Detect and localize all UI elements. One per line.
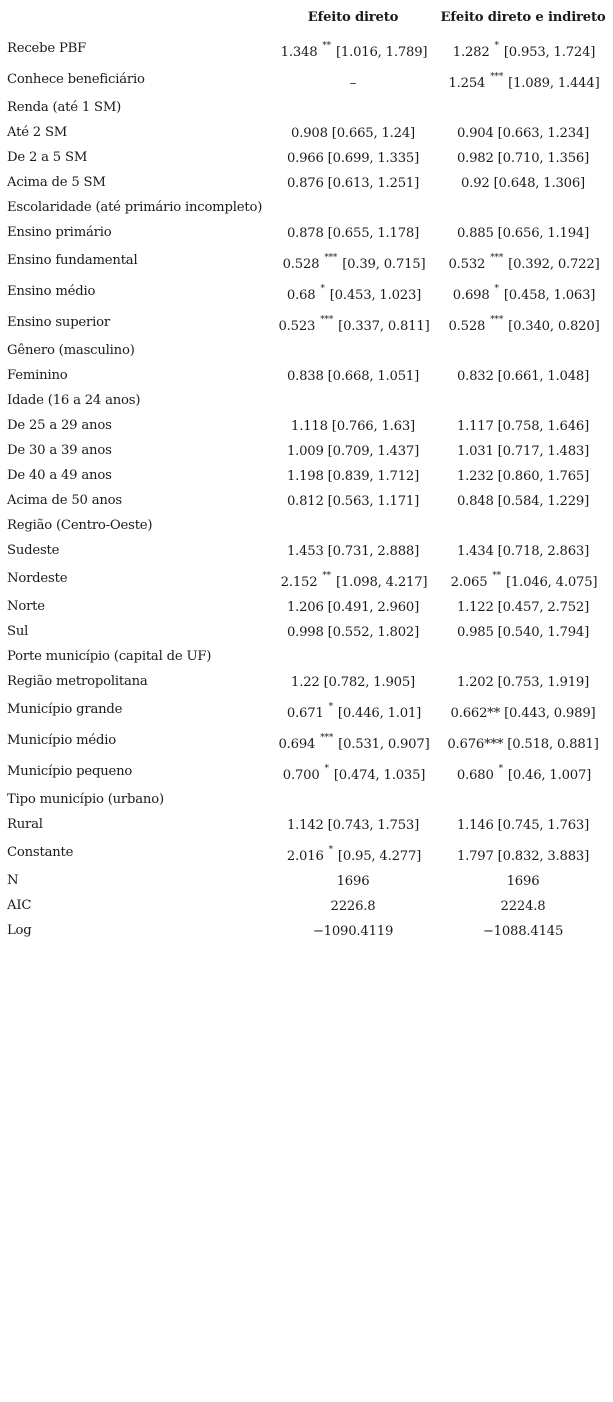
direct-effect-cell-significance [419, 596, 421, 606]
direct-effect-cell-significance: ** [322, 571, 331, 581]
direct-indirect-effect-cell [448, 315, 600, 334]
row-label: Região (Centro-Oeste) [7, 518, 153, 533]
direct-indirect-effect-cell [507, 874, 542, 889]
direct-effect-cell-significance [353, 340, 355, 350]
table-row [0, 595, 613, 620]
header-direct-effect: Efeito direto [307, 10, 399, 25]
direct-indirect-effect-cell-significance [589, 415, 591, 425]
direct-effect-cell-significance: *** [324, 253, 338, 263]
row-label: Ensino superior [7, 315, 111, 330]
direct-indirect-effect-cell-significance: ** [492, 571, 501, 581]
direct-indirect-effect-cell-significance [589, 814, 591, 824]
table-row [0, 869, 613, 894]
row-label: De 30 a 39 anos [7, 443, 112, 458]
direct-effect-cell [353, 101, 355, 116]
direct-indirect-effect-cell [523, 201, 525, 216]
direct-indirect-effect-cell-value: 0.662** [0.443, 0.989] [450, 706, 596, 721]
direct-indirect-effect-cell-value: 2.065 [450, 575, 492, 590]
header-direct-indirect-effect: Efeito direto e indireto [440, 10, 606, 25]
direct-effect-cell-significance [353, 197, 355, 207]
direct-effect-cell-significance [419, 540, 421, 550]
direct-indirect-effect-cell-interval: [0.953, 1.724] [499, 45, 596, 60]
direct-effect-cell [291, 126, 417, 141]
direct-indirect-effect-cell-interval: [0.458, 1.063] [499, 288, 596, 303]
direct-indirect-effect-cell-value: 0.680 [456, 768, 498, 783]
direct-effect-cell-interval: [0.531, 0.907] [334, 737, 430, 752]
direct-effect-cell [353, 201, 355, 216]
row-label: De 40 a 49 anos [7, 468, 112, 483]
direct-indirect-effect-cell [457, 494, 591, 509]
direct-indirect-effect-cell-significance [589, 222, 591, 232]
direct-indirect-effect-cell [523, 394, 525, 409]
direct-indirect-effect-cell [457, 625, 591, 640]
row-label: Conhece beneficiário [7, 72, 145, 87]
direct-effect-cell [337, 874, 372, 889]
direct-effect-cell-significance: ** [322, 41, 331, 51]
row-label: Recebe PBF [7, 41, 87, 56]
direct-effect-cell-value: 1.198 [0.839, 1.712] [286, 469, 420, 484]
direct-effect-cell [287, 494, 421, 509]
direct-indirect-effect-cell-value: 1.797 [0.832, 3.883] [456, 849, 590, 864]
direct-effect-cell-significance [419, 465, 421, 475]
row-label: Idade (16 a 24 anos) [7, 393, 141, 408]
direct-effect-cell-value: 1.142 [0.743, 1.753] [286, 818, 420, 833]
direct-indirect-effect-cell-value: 0.985 [0.540, 1.794] [456, 625, 590, 640]
table-body [0, 34, 613, 944]
direct-effect-cell-value: 1.009 [0.709, 1.437] [286, 444, 420, 459]
direct-indirect-effect-cell [501, 899, 548, 914]
direct-indirect-effect-cell-value: 0.982 [0.710, 1.356] [456, 151, 590, 166]
direct-effect-cell-value: 0.68 [286, 288, 320, 303]
direct-indirect-effect-cell-interval: [1.046, 4.075] [501, 575, 598, 590]
table-row [0, 919, 613, 944]
direct-indirect-effect-cell-significance [589, 596, 591, 606]
direct-indirect-effect-cell-significance [539, 870, 541, 880]
direct-indirect-effect-cell-significance: * [494, 41, 499, 51]
direct-indirect-effect-cell [448, 253, 600, 272]
direct-effect-cell-significance [419, 440, 421, 450]
direct-indirect-effect-cell-value: 1696 [506, 874, 540, 889]
table-row [0, 96, 613, 121]
direct-indirect-effect-cell-significance: *** [490, 315, 504, 325]
direct-indirect-effect-cell-value: 0.848 [0.584, 1.229] [456, 494, 590, 509]
direct-effect-cell-significance: * [324, 764, 329, 774]
direct-indirect-effect-cell [457, 818, 591, 833]
row-label: Tipo município (urbano) [7, 792, 164, 807]
table-row [0, 414, 613, 439]
direct-effect-cell-significance [353, 390, 355, 400]
direct-indirect-effect-cell [523, 793, 525, 808]
direct-indirect-effect-cell [457, 226, 591, 241]
table-row [0, 171, 613, 196]
row-label: Acima de 50 anos [7, 493, 122, 508]
direct-effect-cell-value: 1696 [336, 874, 370, 889]
table-row [0, 670, 613, 695]
direct-effect-cell [286, 702, 422, 721]
direct-indirect-effect-cell-interval: [0.46, 1.007] [503, 768, 592, 783]
direct-indirect-effect-cell-value: 0.676*** [0.518, 0.881] [447, 737, 599, 752]
direct-effect-cell [287, 444, 421, 459]
direct-indirect-effect-cell-value: 0.532 [448, 257, 490, 272]
direct-indirect-effect-cell-value: 1.232 [0.860, 1.765] [456, 469, 590, 484]
table-row [0, 813, 613, 838]
direct-effect-cell [286, 845, 422, 864]
row-label: Feminino [7, 368, 68, 383]
direct-indirect-effect-cell [523, 101, 525, 116]
table-row [0, 757, 613, 788]
direct-effect-cell-significance [419, 814, 421, 824]
direct-effect-cell-value: 2.152 [280, 575, 322, 590]
direct-indirect-effect-cell-significance [523, 390, 525, 400]
direct-effect-cell-significance [393, 920, 395, 930]
direct-effect-cell-interval: [0.453, 1.023] [325, 288, 422, 303]
direct-indirect-effect-cell-value: 1.254 [448, 76, 490, 91]
direct-effect-cell-interval: [0.474, 1.035] [329, 768, 426, 783]
direct-effect-cell-value: 0.523 [278, 319, 320, 334]
direct-effect-cell [282, 253, 426, 272]
table-row [0, 339, 613, 364]
row-label: Norte [7, 599, 45, 614]
direct-effect-cell [353, 519, 355, 534]
row-label: AIC [7, 898, 32, 913]
direct-indirect-effect-cell-value: 0.832 [0.661, 1.048] [456, 369, 590, 384]
direct-effect-cell [287, 369, 421, 384]
direct-effect-cell-value: 0.694 [278, 737, 320, 752]
direct-effect-cell-interval: [0.337, 0.811] [334, 319, 430, 334]
direct-indirect-effect-cell-value: 0.885 [0.656, 1.194] [456, 226, 590, 241]
direct-effect-cell [287, 469, 421, 484]
direct-indirect-effect-cell [523, 344, 525, 359]
table-row [0, 788, 613, 813]
direct-effect-cell [353, 344, 355, 359]
direct-indirect-effect-cell [457, 544, 591, 559]
direct-indirect-effect-cell-value: 0.698 [452, 288, 494, 303]
direct-effect-cell [287, 625, 421, 640]
direct-indirect-effect-cell-significance [589, 147, 591, 157]
direct-effect-cell-significance [419, 490, 421, 500]
direct-effect-cell [287, 818, 421, 833]
direct-effect-cell [350, 76, 358, 91]
direct-effect-cell [287, 226, 421, 241]
direct-effect-cell-value: 0.966 [0.699, 1.335] [286, 151, 420, 166]
direct-indirect-effect-cell-value: 0.92 [0.648, 1.306] [461, 176, 585, 191]
row-label: Log [7, 923, 32, 938]
row-label: De 25 a 29 anos [7, 418, 112, 433]
direct-effect-cell-value: 0.908 [0.665, 1.24] [291, 126, 415, 141]
row-label: Gênero (masculino) [7, 343, 135, 358]
direct-effect-cell [287, 544, 421, 559]
direct-indirect-effect-cell-value: 1.202 [0.753, 1.919] [456, 675, 590, 690]
direct-indirect-effect-cell [457, 849, 591, 864]
direct-effect-cell [331, 899, 378, 914]
direct-effect-cell [280, 571, 428, 590]
direct-effect-cell [313, 924, 395, 939]
table-row [0, 620, 613, 645]
direct-indirect-effect-cell [523, 650, 525, 665]
direct-effect-cell-value: – [349, 76, 357, 91]
direct-indirect-effect-cell-value: 1.117 [0.758, 1.646] [456, 419, 590, 434]
direct-indirect-effect-cell [457, 126, 591, 141]
direct-indirect-effect-cell [523, 519, 525, 534]
row-label: Sul [7, 624, 29, 639]
table-row [0, 645, 613, 670]
direct-indirect-effect-cell-significance [589, 621, 591, 631]
table-row [0, 726, 613, 757]
direct-indirect-effect-cell-significance [595, 702, 597, 712]
direct-indirect-effect-cell-interval: [1.089, 1.444] [504, 76, 600, 91]
direct-indirect-effect-cell-value: 1.282 [452, 45, 494, 60]
direct-effect-cell-significance [415, 122, 417, 132]
direct-indirect-effect-cell [456, 764, 592, 783]
direct-effect-cell-value: 1.453 [0.731, 2.888] [286, 544, 420, 559]
row-label: Constante [7, 845, 74, 860]
table-row [0, 464, 613, 489]
direct-effect-cell [353, 650, 355, 665]
direct-indirect-effect-cell-significance [523, 97, 525, 107]
direct-effect-cell [287, 176, 421, 191]
direct-indirect-effect-cell-interval: [0.340, 0.820] [504, 319, 600, 334]
direct-effect-cell-value: 1.348 [280, 45, 322, 60]
direct-indirect-effect-cell-significance [589, 122, 591, 132]
table-row [0, 389, 613, 414]
direct-effect-cell-significance [353, 646, 355, 656]
direct-indirect-effect-cell-value: 2224.8 [500, 899, 546, 914]
direct-indirect-effect-cell-significance [589, 540, 591, 550]
direct-indirect-effect-cell-interval: [0.392, 0.722] [504, 257, 600, 272]
direct-indirect-effect-cell [457, 444, 591, 459]
direct-indirect-effect-cell [452, 41, 596, 60]
direct-indirect-effect-cell-significance: *** [490, 72, 504, 82]
direct-effect-cell-interval: [0.95, 4.277] [333, 849, 422, 864]
direct-effect-cell-significance [369, 870, 371, 880]
direct-effect-cell-significance: *** [320, 315, 334, 325]
direct-effect-cell [278, 315, 430, 334]
direct-effect-cell-interval: [1.016, 1.789] [331, 45, 428, 60]
direct-indirect-effect-cell [452, 284, 596, 303]
direct-indirect-effect-cell-significance: * [498, 764, 503, 774]
direct-indirect-effect-cell-value: 1.031 [0.717, 1.483] [456, 444, 590, 459]
row-label: Município grande [7, 702, 123, 717]
table-row [0, 146, 613, 171]
table-row [0, 439, 613, 464]
direct-indirect-effect-cell-value: 1.122 [0.457, 2.752] [456, 600, 590, 615]
direct-effect-cell-significance: * [328, 702, 333, 712]
direct-indirect-effect-cell-significance [589, 365, 591, 375]
row-label: Renda (até 1 SM) [7, 100, 122, 115]
direct-indirect-effect-cell [483, 924, 565, 939]
direct-indirect-effect-cell [461, 176, 587, 191]
direct-indirect-effect-cell-significance: * [494, 284, 499, 294]
direct-indirect-effect-cell-significance [523, 646, 525, 656]
direct-effect-cell [282, 764, 426, 783]
direct-effect-cell-value: 1.22 [0.782, 1.905] [291, 675, 415, 690]
direct-effect-cell-value: 1.118 [0.766, 1.63] [291, 419, 415, 434]
direct-effect-cell-significance [419, 147, 421, 157]
row-label: Nordeste [7, 571, 68, 586]
direct-indirect-effect-cell-value: 0.528 [448, 319, 490, 334]
direct-indirect-effect-cell-significance [523, 340, 525, 350]
direct-effect-cell-value: 2226.8 [330, 899, 376, 914]
direct-indirect-effect-cell-significance [545, 895, 547, 905]
direct-effect-cell [287, 151, 421, 166]
direct-effect-cell-significance: *** [320, 733, 334, 743]
direct-effect-cell-significance [353, 515, 355, 525]
direct-effect-cell-significance [419, 222, 421, 232]
row-label: Município pequeno [7, 764, 133, 779]
direct-effect-cell-significance [419, 172, 421, 182]
direct-indirect-effect-cell-significance [599, 733, 601, 743]
direct-indirect-effect-cell [448, 72, 600, 91]
table-row [0, 121, 613, 146]
row-label: Ensino médio [7, 284, 96, 299]
direct-effect-cell-significance: * [328, 845, 333, 855]
direct-effect-cell [353, 394, 355, 409]
direct-indirect-effect-cell [451, 706, 598, 721]
direct-indirect-effect-cell [450, 571, 598, 590]
table-header [0, 0, 613, 34]
table-row [0, 196, 613, 221]
row-label: Até 2 SM [7, 125, 68, 140]
table-row [0, 695, 613, 726]
direct-effect-cell [291, 675, 417, 690]
direct-effect-cell-significance [353, 97, 355, 107]
direct-effect-cell [286, 284, 422, 303]
direct-effect-cell-value: −1090.4119 [312, 924, 394, 939]
direct-indirect-effect-cell [457, 151, 591, 166]
row-label: Escolaridade (até primário incompleto) [7, 200, 263, 215]
row-label: Ensino fundamental [7, 253, 138, 268]
direct-effect-cell-interval: [1.098, 4.217] [331, 575, 428, 590]
direct-effect-cell-value: 0.700 [282, 768, 324, 783]
direct-effect-cell-value: 0.812 [0.563, 1.171] [286, 494, 420, 509]
direct-indirect-effect-cell-value: −1088.4145 [482, 924, 564, 939]
direct-indirect-effect-cell-significance [589, 465, 591, 475]
row-label: Acima de 5 SM [7, 175, 106, 190]
direct-effect-cell-significance [419, 621, 421, 631]
table-row [0, 277, 613, 308]
row-label: Região metropolitana [7, 674, 148, 689]
direct-indirect-effect-cell [457, 369, 591, 384]
direct-indirect-effect-cell-significance [589, 845, 591, 855]
direct-indirect-effect-cell-significance [589, 490, 591, 500]
direct-effect-cell-value: 0.878 [0.655, 1.178] [286, 226, 420, 241]
direct-indirect-effect-cell [447, 737, 600, 752]
direct-indirect-effect-cell-significance [523, 789, 525, 799]
direct-effect-cell [278, 733, 430, 752]
direct-indirect-effect-cell-significance [523, 515, 525, 525]
table-row [0, 246, 613, 277]
direct-effect-cell [353, 793, 355, 808]
table-row [0, 489, 613, 514]
direct-effect-cell-significance [419, 365, 421, 375]
row-label: De 2 a 5 SM [7, 150, 88, 165]
table-row [0, 221, 613, 246]
row-label: Porte município (capital de UF) [7, 649, 212, 664]
row-label: Ensino primário [7, 225, 112, 240]
direct-indirect-effect-cell-significance [563, 920, 565, 930]
table-row [0, 564, 613, 595]
direct-indirect-effect-cell-significance: *** [490, 253, 504, 263]
table-row [0, 539, 613, 564]
direct-effect-cell-value: 1.206 [0.491, 2.960] [286, 600, 420, 615]
direct-effect-cell-significance [375, 895, 377, 905]
direct-indirect-effect-cell [457, 419, 591, 434]
direct-indirect-effect-cell-value: 1.434 [0.718, 2.863] [456, 544, 590, 559]
row-label: Município médio [7, 733, 117, 748]
direct-effect-cell [287, 600, 421, 615]
table-row [0, 514, 613, 539]
direct-indirect-effect-cell [457, 675, 591, 690]
direct-effect-cell-interval: [0.39, 0.715] [338, 257, 426, 272]
row-label: Rural [7, 817, 43, 832]
direct-effect-cell-significance [415, 415, 417, 425]
direct-effect-cell-value: 0.838 [0.668, 1.051] [286, 369, 420, 384]
row-label: Sudeste [7, 543, 60, 558]
direct-effect-cell-significance [353, 789, 355, 799]
table-row [0, 894, 613, 919]
direct-effect-cell-value: 0.998 [0.552, 1.802] [286, 625, 420, 640]
direct-indirect-effect-cell-value: 1.146 [0.745, 1.763] [456, 818, 590, 833]
direct-indirect-effect-cell-significance [589, 440, 591, 450]
direct-effect-cell-value: 0.528 [282, 257, 324, 272]
direct-effect-cell-significance [356, 72, 358, 82]
direct-effect-cell-significance [415, 671, 417, 681]
direct-effect-cell-value: 0.671 [286, 706, 328, 721]
direct-effect-cell-significance: * [320, 284, 325, 294]
direct-indirect-effect-cell-significance [589, 671, 591, 681]
table-row [0, 34, 613, 65]
direct-effect-cell-value: 0.876 [0.613, 1.251] [286, 176, 420, 191]
direct-effect-cell-value: 2.016 [286, 849, 328, 864]
direct-effect-cell-interval: [0.446, 1.01] [333, 706, 422, 721]
direct-effect-cell [291, 419, 417, 434]
direct-indirect-effect-cell-significance [523, 197, 525, 207]
table-row [0, 65, 613, 96]
table-row [0, 308, 613, 339]
direct-indirect-effect-cell [457, 469, 591, 484]
table-row [0, 364, 613, 389]
direct-effect-cell [280, 41, 428, 60]
direct-indirect-effect-cell [457, 600, 591, 615]
row-label: N [7, 873, 19, 888]
table-row [0, 838, 613, 869]
direct-indirect-effect-cell-value: 0.904 [0.663, 1.234] [456, 126, 590, 141]
direct-indirect-effect-cell-significance [585, 172, 587, 182]
